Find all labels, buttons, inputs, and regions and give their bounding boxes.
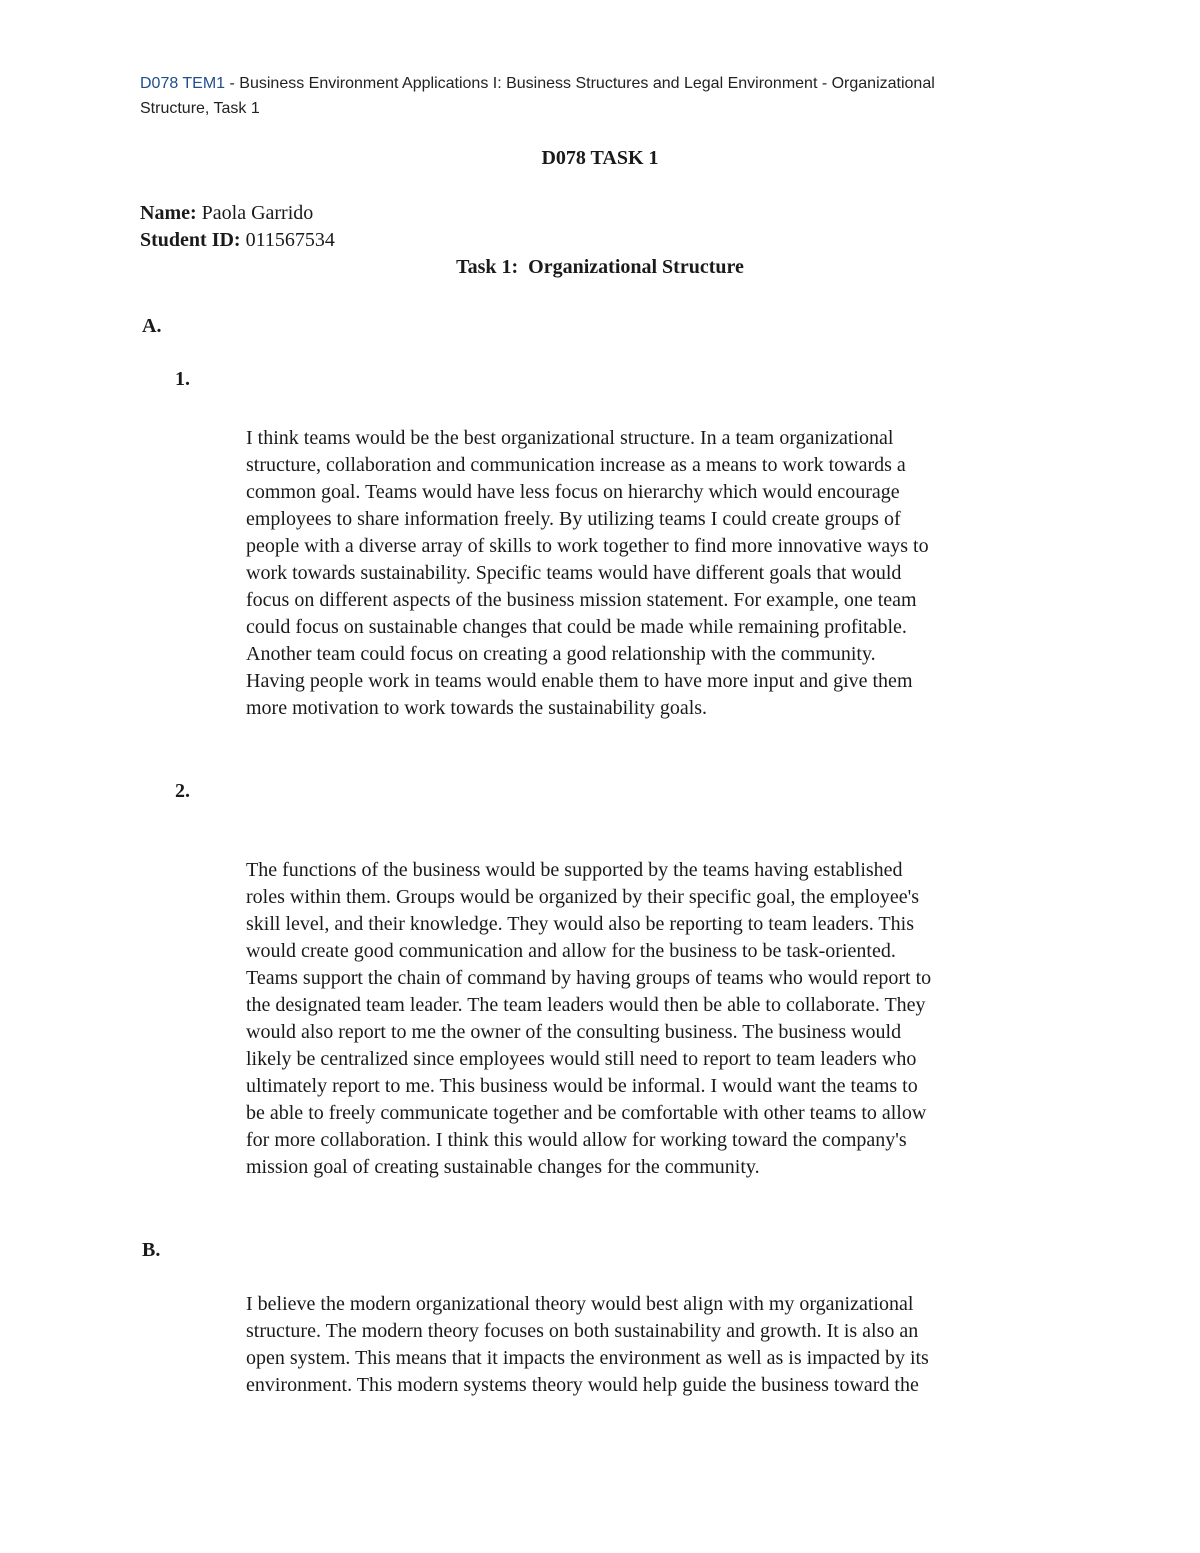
paragraph-line: skill level, and their knowledge. They would also be reporting to team leaders. This — [246, 913, 914, 935]
section-b-label: B. — [142, 1239, 161, 1261]
paragraph-line: open system. This means that it impacts the environment as well as is impacted by its — [246, 1347, 929, 1369]
paragraph-line: would create good communication and allow for the business to be task-oriented. — [246, 940, 896, 962]
paragraph-line: I believe the modern organizational theory would best align with my organizational — [246, 1293, 914, 1315]
section-a2-label: 2. — [175, 780, 190, 802]
name-value: Paola Garrido — [196, 202, 314, 224]
section-a1-paragraph — [246, 425, 1076, 722]
student-id-value: 011567534 — [240, 229, 335, 251]
paragraph-line: would also report to me the owner of the consulting business. The business would — [246, 1021, 902, 1043]
task-title: Task 1: Organizational Structure — [456, 256, 744, 278]
paragraph-line: Having people work in teams would enable them to have more input and give them — [246, 670, 913, 692]
paragraph-line: more motivation to work towards the sustainability goals. — [246, 697, 708, 719]
document-title: D078 TASK 1 — [541, 147, 659, 169]
paragraph-line: roles within them. Groups would be organized by their specific goal, the employee's — [246, 886, 920, 908]
paragraph-line: likely be centralized since employees would still need to report to team leaders who — [246, 1048, 917, 1070]
paragraph-line: focus on different aspects of the business mission statement. For example, one team — [246, 589, 917, 611]
section-b-paragraph — [246, 1291, 1076, 1399]
paragraph-line: for more collaboration. I think this would allow for working toward the company's — [246, 1129, 907, 1151]
paragraph-line: employees to share information freely. By utilizing teams I could create groups of — [246, 508, 901, 530]
paragraph-line: people with a diverse array of skills to work together to find more innovative ways to — [246, 535, 929, 557]
paragraph-line: common goal. Teams would have less focus on hierarchy which would encourage — [246, 481, 900, 503]
header-line-2: Structure, Task 1 — [140, 100, 260, 117]
student-id-line — [140, 227, 335, 253]
paragraph-line: The functions of the business would be supported by the teams having established — [246, 859, 903, 881]
paragraph-line: structure. The modern theory focuses on both sustainability and growth. It is also an — [246, 1320, 919, 1342]
paragraph-line: be able to freely communicate together and be comfortable with other teams to allow — [246, 1102, 927, 1124]
paragraph-line: environment. This modern systems theory would help guide the business toward the — [246, 1374, 919, 1396]
section-a-label: A. — [142, 315, 162, 337]
paragraph-line: could focus on sustainable changes that could be made while remaining profitable. — [246, 616, 907, 638]
paragraph-line: Teams support the chain of command by having groups of teams who would report to — [246, 967, 932, 989]
section-a2-paragraph — [246, 857, 1076, 1181]
paragraph-line: the designated team leader. The team leaders would then be able to collaborate. They — [246, 994, 926, 1016]
name-label: Name: — [140, 202, 197, 224]
course-code: D078 TEM1 — [140, 75, 226, 92]
paragraph-line: Another team could focus on creating a good relationship with the community. — [246, 643, 876, 665]
paragraph-line: structure, collaboration and communication increase as a means to work towards a — [246, 454, 906, 476]
student-id-label: Student ID: — [140, 229, 241, 251]
paragraph-line: ultimately report to me. This business would be informal. I would want the teams to — [246, 1075, 918, 1097]
header-line-1 — [140, 71, 1070, 96]
section-a1-label: 1. — [175, 368, 190, 390]
paragraph-line: mission goal of creating sustainable changes for the community. — [246, 1156, 760, 1178]
paragraph-line: work towards sustainability. Specific teams would have different goals that would — [246, 562, 902, 584]
student-name-line — [140, 200, 313, 226]
course-description: - Business Environment Applications I: Business Structures and Legal Environment - Organizational — [225, 75, 935, 92]
running-header — [140, 71, 1070, 121]
paragraph-line: I think teams would be the best organizational structure. In a team organizational — [246, 427, 894, 449]
